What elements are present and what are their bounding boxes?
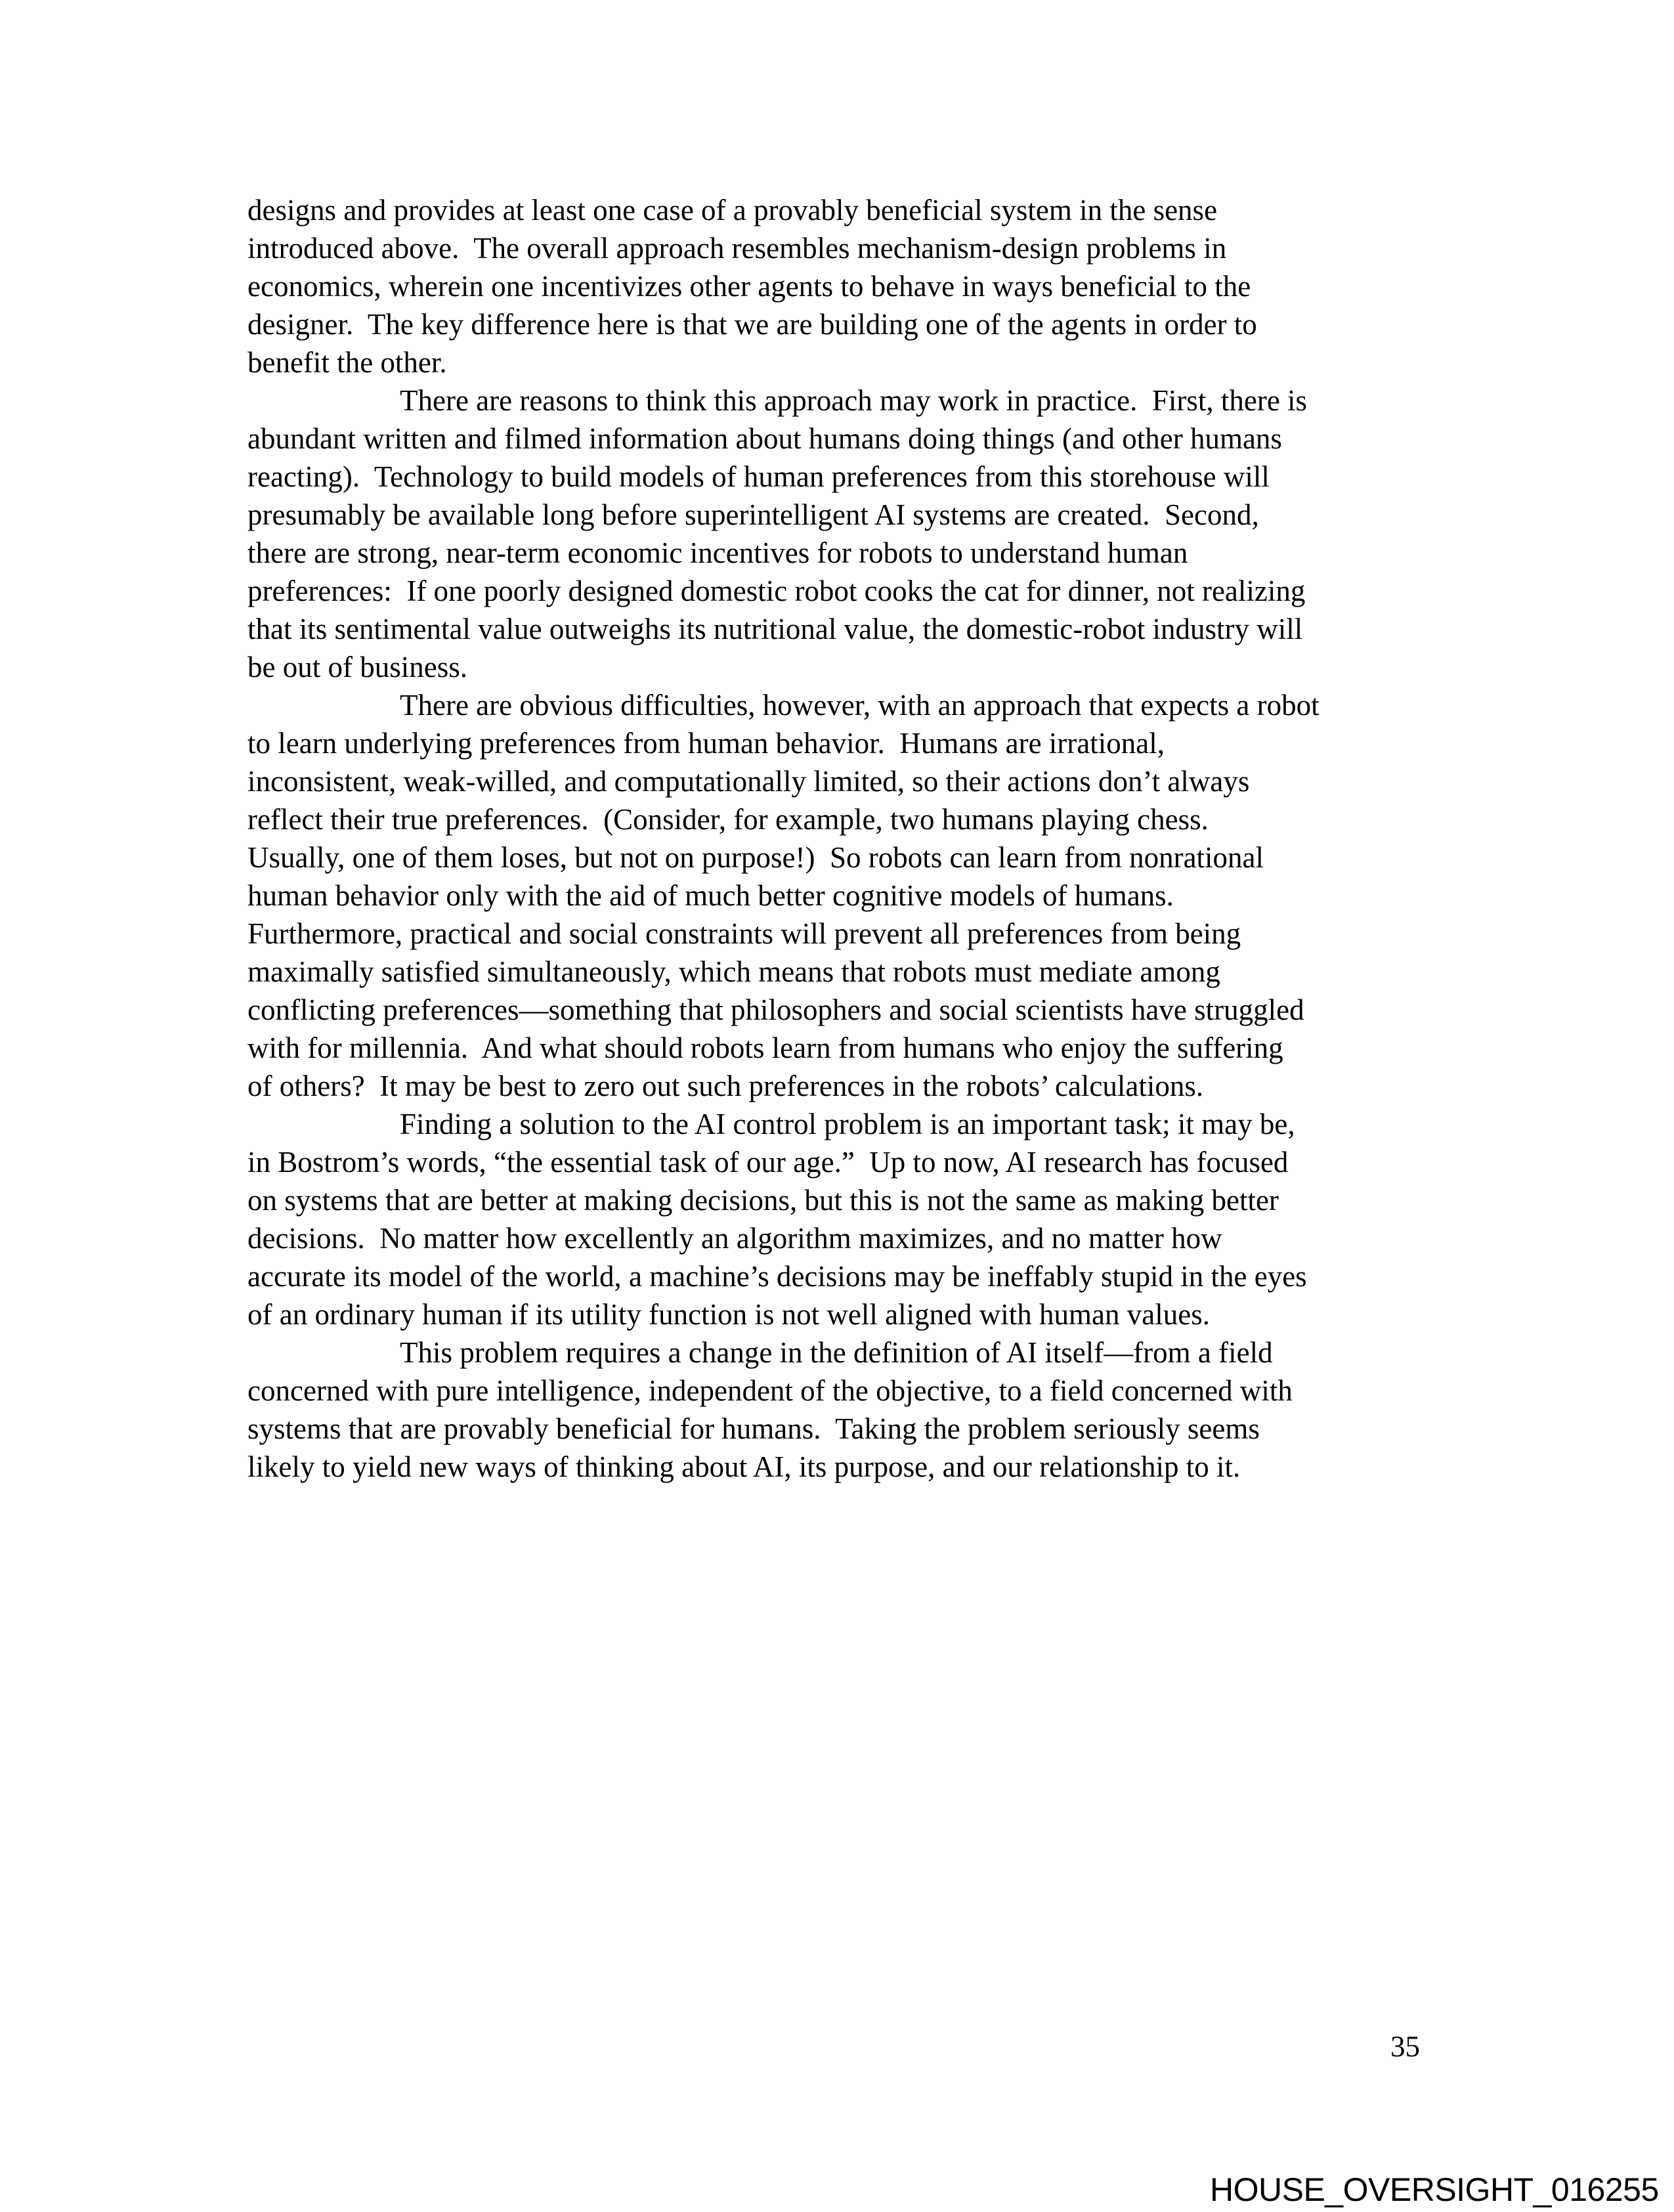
text-line: economics, wherein one incentivizes other agents to behave in ways beneficial to the: [247, 270, 1251, 303]
text-line: to learn underlying preferences from human behavior. Humans are irrational,: [247, 727, 1165, 760]
text-line: This problem requires a change in the definition of AI itself—from a field: [400, 1336, 1273, 1369]
text-line: designer. The key difference here is that we are building one of the agents in order to: [247, 308, 1257, 341]
text-line: of an ordinary human if its utility function is not well aligned with human values.: [247, 1298, 1210, 1331]
text-line: there are strong, near-term economic incentives for robots to understand human: [247, 536, 1188, 569]
text-line: presumably be available long before superintelligent AI systems are created. Second,: [247, 498, 1259, 531]
text-line: benefit the other.: [247, 346, 447, 379]
text-line: in Bostrom’s words, “the essential task of our age.” Up to now, AI research has focused: [247, 1146, 1289, 1179]
text-line: human behavior only with the aid of much better cognitive models of humans.: [247, 879, 1174, 912]
text-line: accurate its model of the world, a machine’s decisions may be ineffably stupid in the eyes: [247, 1260, 1307, 1293]
text-line: reacting). Technology to build models of human preferences from this storehouse will: [247, 460, 1270, 493]
bates-stamp: HOUSE_OVERSIGHT_016255: [1210, 2171, 1659, 2208]
text-line: of others? It may be best to zero out such preferences in the robots’ calculations.: [247, 1070, 1204, 1102]
paragraph: [247, 191, 1469, 381]
paragraph: [247, 1334, 1469, 1486]
paragraph: [247, 686, 1469, 1105]
text-line: abundant written and filmed information about humans doing things (and other humans: [247, 422, 1282, 455]
text-line: reflect their true preferences. (Consider, for example, two humans playing chess.: [247, 803, 1209, 836]
text-line: likely to yield new ways of thinking about AI, its purpose, and our relationship to it.: [247, 1450, 1241, 1483]
text-line: Usually, one of them loses, but not on purpose!) So robots can learn from nonrational: [247, 841, 1264, 874]
text-line: conflicting preferences—something that philosophers and social scientists have struggled: [247, 993, 1304, 1026]
text-line: Finding a solution to the AI control problem is an important task; it may be,: [400, 1108, 1295, 1140]
text-line: with for millennia. And what should robots learn from humans who enjoy the suffering: [247, 1031, 1283, 1064]
page-number: 35: [1390, 2030, 1420, 2063]
text-line: on systems that are better at making decisions, but this is not the same as making better: [247, 1184, 1279, 1217]
text-line: be out of business.: [247, 651, 467, 683]
text-line: Furthermore, practical and social constraints will prevent all preferences from being: [247, 917, 1241, 950]
text-line: introduced above. The overall approach resembles mechanism-design problems in: [247, 232, 1227, 265]
text-line: There are reasons to think this approach may work in practice. First, there is: [400, 384, 1308, 417]
text-line: preferences: If one poorly designed domestic robot cooks the cat for dinner, not realizing: [247, 575, 1306, 607]
text-line: There are obvious difficulties, however, with an approach that expects a robot: [400, 689, 1320, 722]
paragraph: [247, 381, 1469, 686]
text-line: that its sentimental value outweighs its nutritional value, the domestic-robot industry will: [247, 613, 1303, 645]
text-line: concerned with pure intelligence, independent of the objective, to a field concerned with: [247, 1374, 1293, 1407]
text-line: maximally satisfied simultaneously, which means that robots must mediate among: [247, 955, 1220, 988]
body-text: [247, 191, 1469, 1486]
text-line: designs and provides at least one case of a provably beneficial system in the sense: [247, 194, 1218, 227]
text-line: inconsistent, weak-willed, and computationally limited, so their actions don’t always: [247, 765, 1250, 798]
text-line: systems that are provably beneficial for humans. Taking the problem seriously seems: [247, 1412, 1260, 1445]
paragraph: [247, 1105, 1469, 1334]
text-line: decisions. No matter how excellently an algorithm maximizes, and no matter how: [247, 1222, 1222, 1255]
